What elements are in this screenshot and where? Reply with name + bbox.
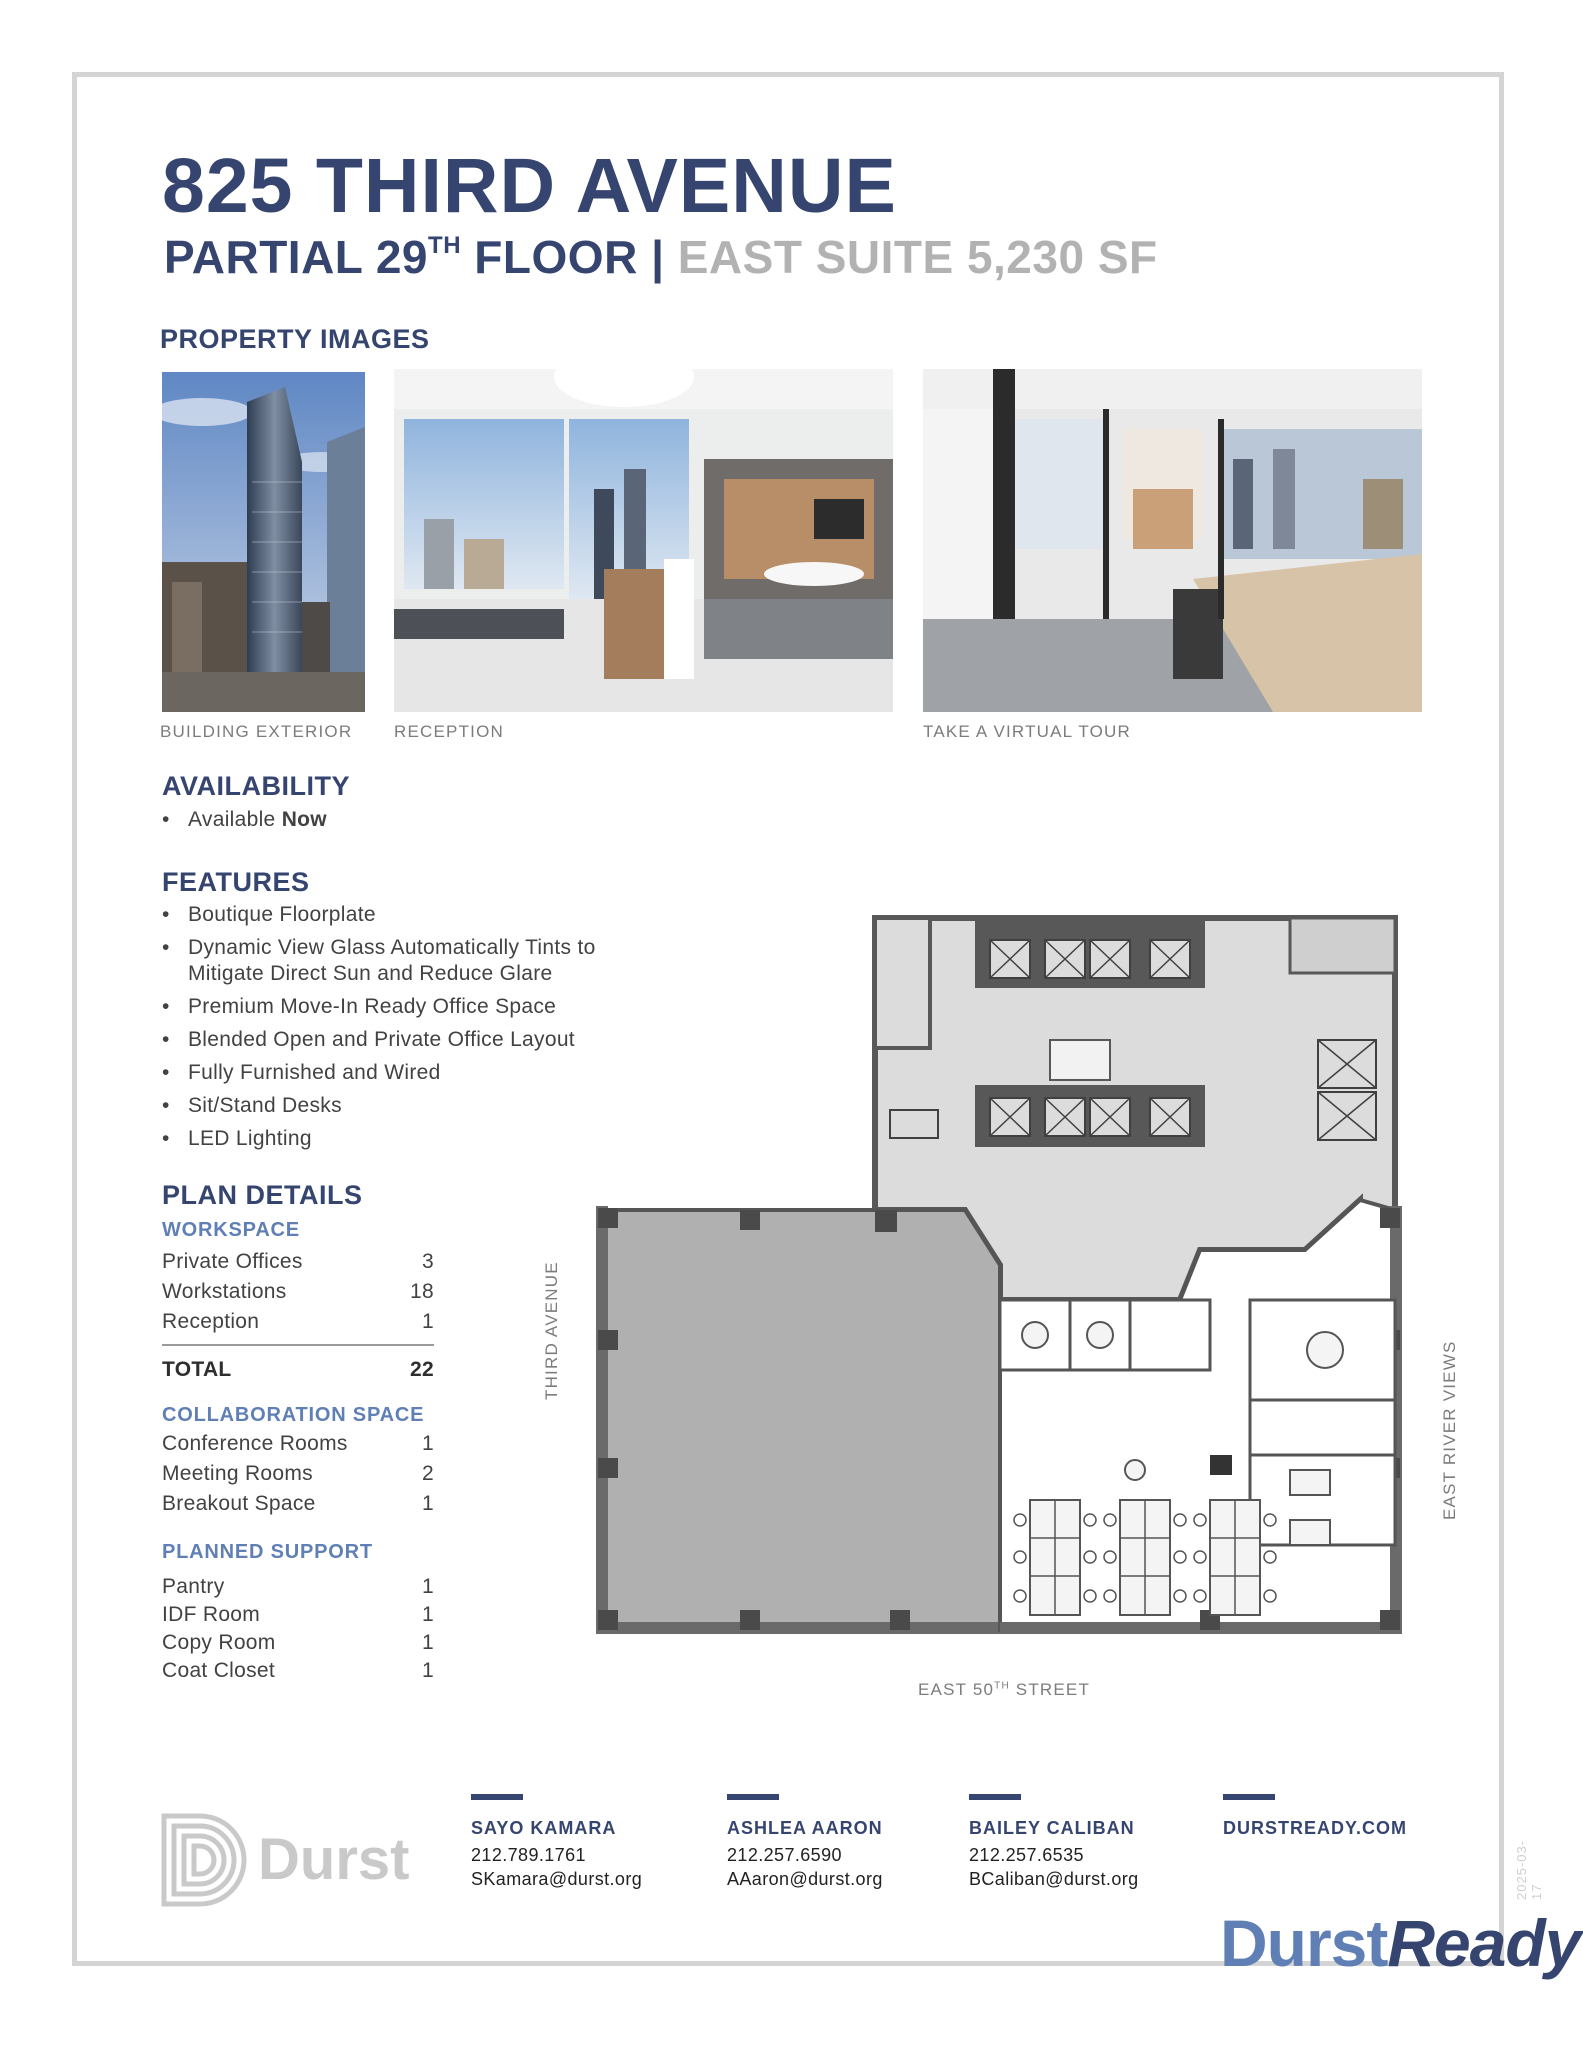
feature-item: • Fully Furnished and Wired: [160, 1060, 630, 1086]
total-divider: [162, 1344, 434, 1346]
contact-bar: [471, 1794, 523, 1800]
workspace-heading: WORKSPACE: [162, 1219, 300, 1241]
workspace-table: [162, 1250, 434, 1382]
availability-heading: AVAILABILITY: [162, 771, 350, 801]
table-row: Workstations 18: [162, 1280, 434, 1303]
contact-name: BAILEY CALIBAN: [969, 1818, 1135, 1838]
availability-item: • Available Now: [160, 807, 660, 833]
contact-name: ASHLEA AARON: [727, 1818, 883, 1838]
features-list: [160, 902, 630, 1159]
virtual-tour-photo[interactable]: [923, 369, 1422, 712]
website-link[interactable]: DURSTREADY.COM: [1223, 1818, 1408, 1838]
floor-label: PARTIAL 29TH FLOOR: [164, 231, 638, 283]
subtitle-separator: |: [637, 231, 678, 283]
contact-card: [471, 1794, 642, 1891]
reception-photo[interactable]: [394, 369, 893, 712]
feature-item: • Premium Move-In Ready Office Space: [160, 994, 630, 1020]
durst-wordmark: Durst: [258, 1827, 410, 1892]
support-table: [162, 1575, 434, 1683]
total-row: TOTAL 22: [162, 1358, 434, 1381]
table-row: IDF Room 1: [162, 1603, 434, 1626]
durst-ready-logo: DurstReady: [1220, 1906, 1581, 1980]
durst-logo: [160, 1812, 410, 1912]
third-avenue-label: THIRD AVENUE: [542, 1261, 561, 1400]
features-heading: FEATURES: [162, 867, 310, 897]
durst-mark-icon: [160, 1812, 250, 1907]
feature-item: • Dynamic View Glass Automatically Tints to Mitigate Direct Sun and Reduce Glare: [160, 935, 630, 987]
caption-building-exterior: BUILDING EXTERIOR: [160, 722, 353, 741]
table-row: Breakout Space 1: [162, 1492, 434, 1515]
building-exterior-photo[interactable]: [162, 372, 365, 712]
floor-plan[interactable]: [542, 910, 1459, 1640]
table-row: Private Offices 3: [162, 1250, 434, 1273]
feature-item: • LED Lighting: [160, 1126, 630, 1152]
page-title: 825 THIRD AVENUE: [162, 143, 897, 229]
contact-bar: [727, 1794, 779, 1800]
plan-details-heading: PLAN DETAILS: [162, 1180, 363, 1210]
contact-email[interactable]: BCaliban@durst.org: [969, 1869, 1139, 1889]
date-stamp: 2025-03-17: [1514, 1839, 1544, 1900]
caption-reception: RECEPTION: [394, 722, 504, 741]
contact-email[interactable]: AAaron@durst.org: [727, 1869, 883, 1889]
feature-item: • Blended Open and Private Office Layout: [160, 1027, 630, 1053]
support-heading: PLANNED SUPPORT: [162, 1541, 373, 1563]
page-subtitle: [164, 230, 1158, 284]
east-50th-street-label: EAST 50TH STREET: [918, 1680, 1091, 1699]
contact-bar: [969, 1794, 1021, 1800]
contact-phone[interactable]: 212.789.1761: [471, 1845, 586, 1865]
feature-item: • Boutique Floorplate: [160, 902, 630, 928]
caption-virtual-tour[interactable]: TAKE A VIRTUAL TOUR: [923, 722, 1131, 741]
feature-item: • Sit/Stand Desks: [160, 1093, 630, 1119]
east-river-views-label: EAST RIVER VIEWS: [1440, 1340, 1459, 1520]
collaboration-table: [162, 1432, 434, 1516]
table-row: Coat Closet 1: [162, 1659, 434, 1682]
contact-card: [727, 1794, 883, 1891]
availability-list: [160, 807, 660, 840]
contact-email[interactable]: SKamara@durst.org: [471, 1869, 643, 1889]
contact-phone[interactable]: 212.257.6590: [727, 1845, 842, 1865]
collaboration-heading: COLLABORATION SPACE: [162, 1404, 425, 1426]
property-images-heading: PROPERTY IMAGES: [160, 324, 430, 354]
table-row: Reception 1: [162, 1310, 434, 1333]
contact-bar: [1223, 1794, 1275, 1800]
table-row: Copy Room 1: [162, 1631, 434, 1654]
contact-name: SAYO KAMARA: [471, 1818, 617, 1838]
table-row: Meeting Rooms 2: [162, 1462, 434, 1485]
website-card: [1223, 1794, 1407, 1843]
contact-phone[interactable]: 212.257.6535: [969, 1845, 1084, 1865]
contact-card: [969, 1794, 1139, 1891]
table-row: Conference Rooms 1: [162, 1432, 434, 1455]
suite-label: EAST SUITE 5,230 SF: [677, 231, 1158, 283]
table-row: Pantry 1: [162, 1575, 434, 1598]
